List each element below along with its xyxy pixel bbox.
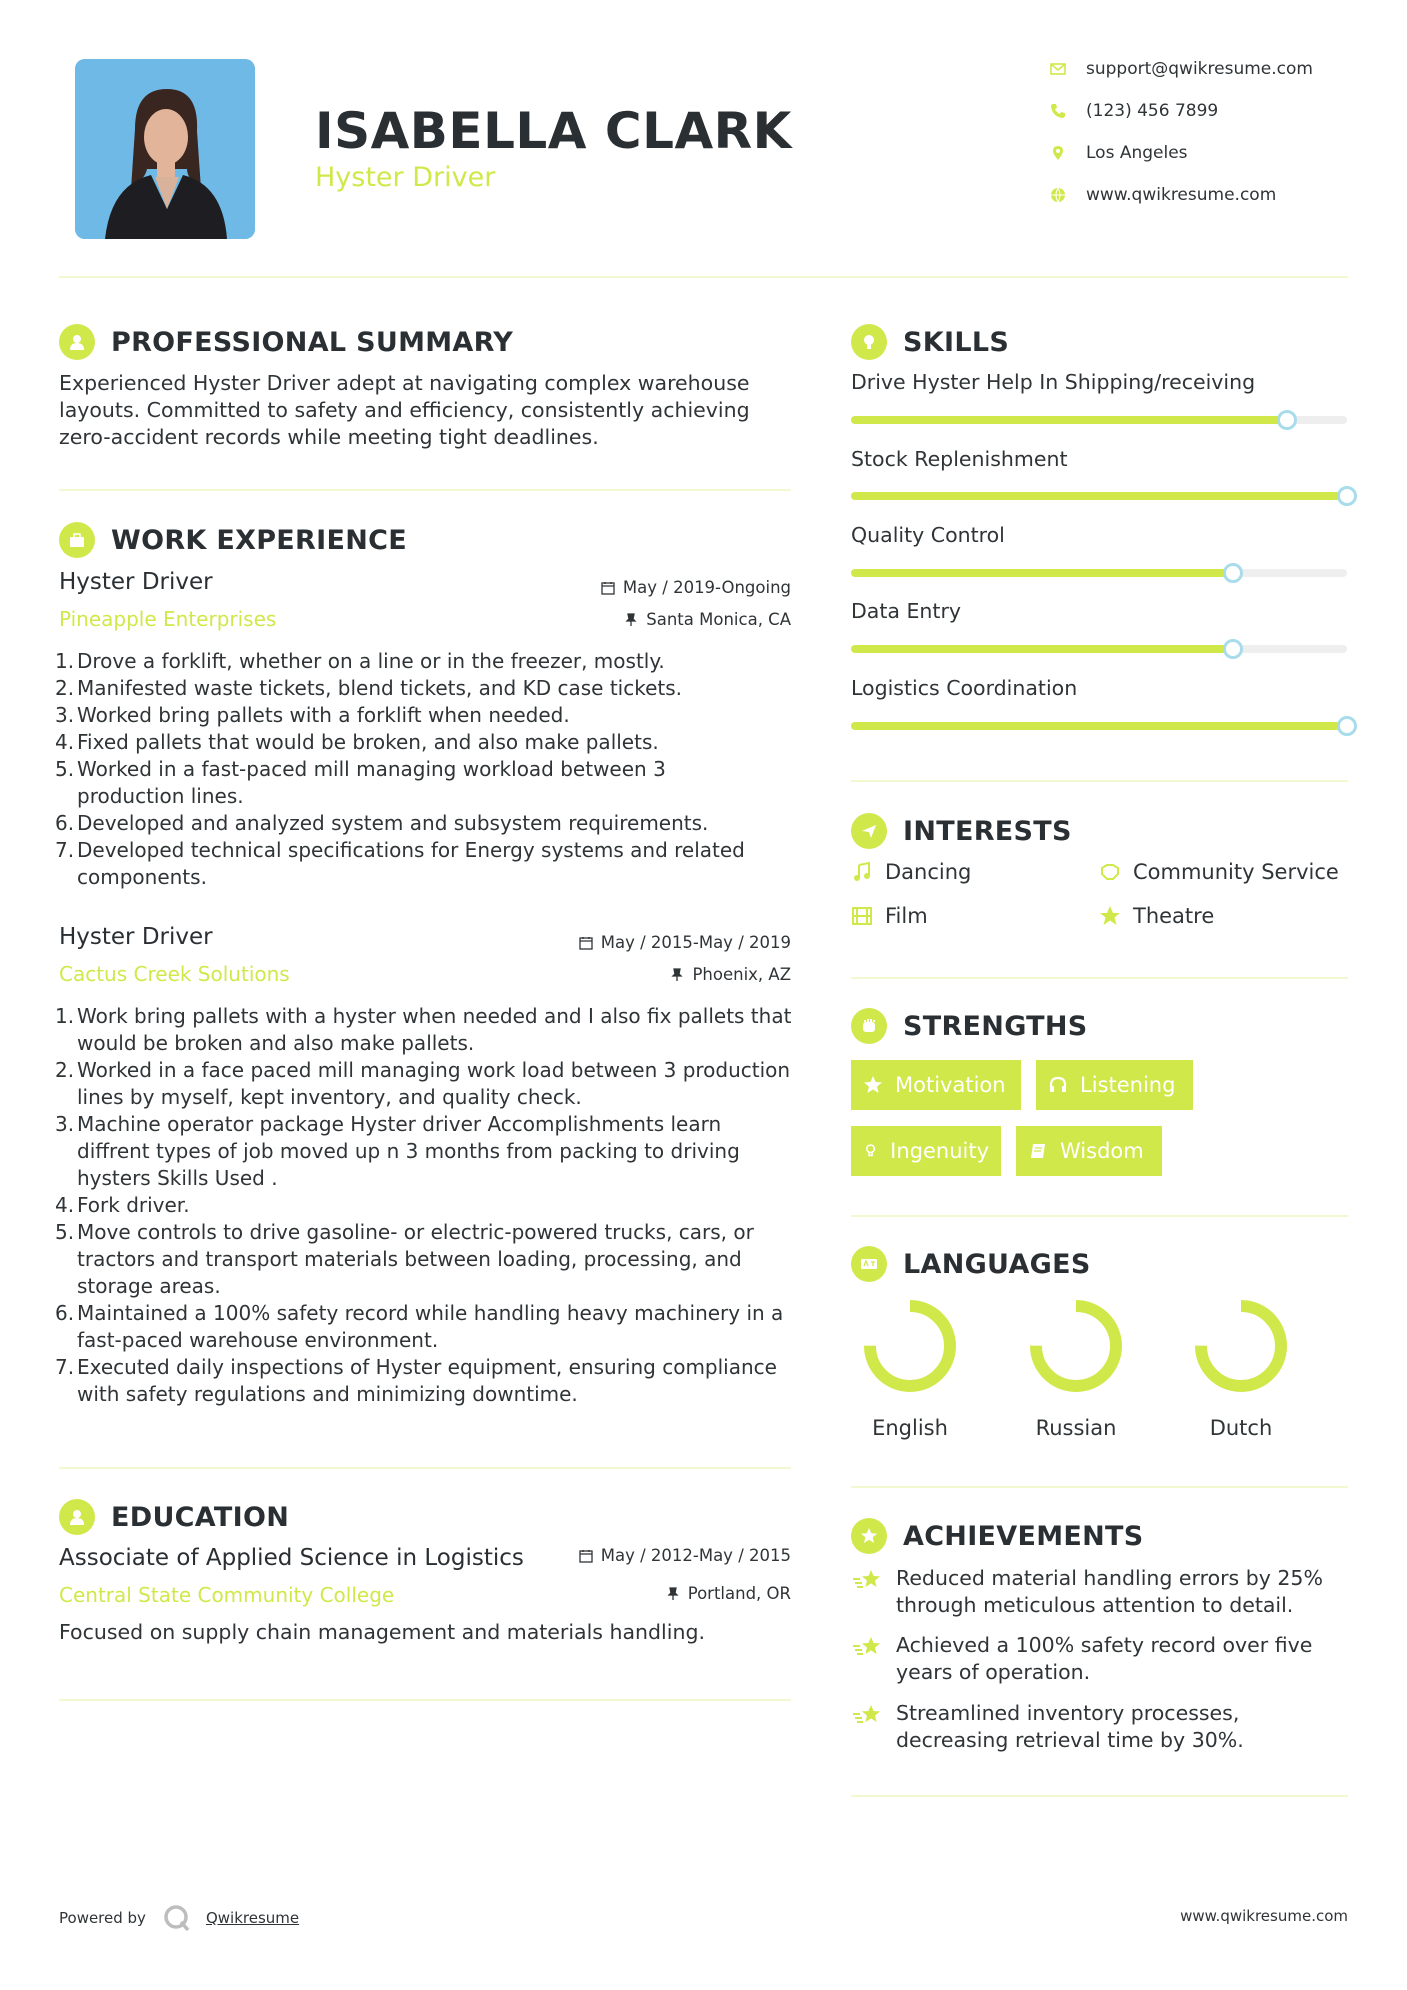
achievements-title: ACHIEVEMENTS — [903, 1520, 1144, 1552]
strength-tag — [1036, 1060, 1193, 1110]
website-text: www.qwikresume.com — [1086, 185, 1277, 205]
interest-dancing — [851, 860, 971, 884]
skill-bar-knob — [1277, 410, 1297, 430]
education-dates-text: May / 2012-May / 2015 — [600, 1546, 791, 1565]
location-text: Los Angeles — [1086, 143, 1188, 163]
skills-divider — [851, 780, 1348, 782]
strength-tag — [851, 1126, 1001, 1176]
contact-phone[interactable] — [1050, 101, 1218, 121]
summary-heading — [59, 324, 513, 360]
list-item: Machine operator package Hyster driver Accomplishments learn diffrent types of job moved up n 3 months from packing to driving hysters Skills Used . — [77, 1112, 740, 1190]
education-location-text: Portland, OR — [687, 1584, 791, 1603]
skill-name: Drive Hyster Help In Shipping/receiving — [851, 370, 1256, 394]
job-bullets — [59, 1003, 799, 1408]
skill-bar-knob — [1337, 716, 1357, 736]
contact-email[interactable] — [1050, 59, 1313, 79]
list-item: Fork driver. — [77, 1193, 190, 1217]
graduation-icon — [59, 1499, 95, 1535]
person-silhouette-icon — [75, 59, 255, 239]
education-title: EDUCATION — [111, 1501, 290, 1533]
header-divider — [59, 276, 1348, 278]
interest-label: Theatre — [1133, 904, 1215, 928]
email-text: support@qwikresume.com — [1086, 59, 1313, 79]
language-item — [1011, 1296, 1141, 1440]
interests-title: INTERESTS — [903, 815, 1072, 847]
list-item: Move controls to drive gasoline- or electric-powered trucks, cars, or tractors and transport materials between loading, processing, and storage areas. — [77, 1220, 754, 1298]
job-role: Hyster Driver — [59, 569, 213, 595]
achievement-text: Reduced material handling errors by 25% through meticulous attention to detail. — [896, 1566, 1323, 1617]
skills-heading — [851, 324, 1009, 360]
interests-divider — [851, 977, 1348, 979]
phone-icon — [1050, 103, 1066, 119]
job-location-text: Santa Monica, CA — [646, 610, 791, 629]
interest-theatre — [1099, 904, 1214, 928]
language-icon — [851, 1246, 887, 1282]
achievement-text: Streamlined inventory processes, decreasing retrieval time by 30%. — [896, 1701, 1244, 1752]
phone-text: (123) 456 7899 — [1086, 101, 1219, 121]
languages-title: LANGUAGES — [903, 1248, 1091, 1280]
strength-label: Motivation — [895, 1073, 1006, 1097]
skill-bar-fill — [851, 416, 1287, 424]
education-dates — [480, 1546, 791, 1565]
job-role: Hyster Driver — [59, 924, 213, 950]
briefcase-icon — [59, 522, 95, 558]
strength-label: Listening — [1080, 1073, 1176, 1097]
location-pin-icon — [1050, 145, 1066, 161]
language-ring — [860, 1296, 960, 1396]
summary-divider — [59, 489, 791, 491]
education-school: Central State Community College — [59, 1583, 395, 1607]
language-name: English — [872, 1416, 948, 1440]
language-name: Dutch — [1209, 1416, 1273, 1440]
skill-name: Quality Control — [851, 523, 1005, 547]
list-item: Worked bring pallets with a forklift when needed. — [77, 703, 570, 727]
interest-label: Dancing — [885, 860, 972, 884]
strength-tag — [1016, 1126, 1162, 1176]
list-item: Worked in a fast-paced mill managing workload between 3 production lines. — [77, 757, 666, 808]
fist-icon — [851, 1008, 887, 1044]
achievement-item — [851, 1565, 1351, 1619]
job-location-text: Phoenix, AZ — [692, 965, 791, 984]
contact-location — [1050, 143, 1188, 163]
globe-icon — [1050, 187, 1066, 203]
candidate-name: ISABELLA CLARK — [315, 102, 792, 160]
book-icon — [1028, 1141, 1048, 1161]
summary-line: layouts. Committed to safety and efficiency, consistently achieving — [59, 398, 750, 422]
skills-title: SKILLS — [903, 326, 1010, 358]
list-item: Drove a forklift, whether on a line or in the freezer, mostly. — [77, 649, 665, 673]
interest-label: Community Service — [1133, 860, 1339, 884]
job-location — [480, 965, 791, 984]
user-icon — [59, 324, 95, 360]
list-item: Developed and analyzed system and subsystem requirements. — [77, 811, 709, 835]
calendar-icon — [579, 1549, 593, 1563]
language-item — [845, 1296, 975, 1440]
education-degree: Associate of Applied Science in Logistics — [59, 1545, 524, 1571]
education-heading — [59, 1499, 289, 1535]
skill-bar — [851, 492, 1347, 500]
lightbulb-icon — [851, 324, 887, 360]
list-item: Fixed pallets that would be broken, and also make pallets. — [77, 730, 659, 754]
pin-icon — [666, 1587, 680, 1601]
interests-heading — [851, 813, 1072, 849]
language-ring — [1191, 1296, 1291, 1396]
list-item: Manifested waste tickets, blend tickets, and KD case tickets. — [77, 676, 682, 700]
calendar-icon — [601, 581, 615, 595]
language-item — [1176, 1296, 1306, 1440]
job-dates — [480, 578, 791, 597]
education-description: Focused on supply chain management and materials handling. — [59, 1620, 705, 1644]
star-icon — [863, 1075, 883, 1095]
summary-line: zero-accident records while meeting tight deadlines. — [59, 425, 599, 449]
education-divider — [59, 1699, 791, 1701]
languages-heading — [851, 1246, 1091, 1282]
languages-divider — [851, 1486, 1348, 1488]
summary-title: PROFESSIONAL SUMMARY — [111, 326, 514, 358]
skill-name: Logistics Coordination — [851, 676, 1078, 700]
interest-label: Film — [885, 904, 928, 928]
experience-divider — [59, 1467, 791, 1469]
skill-bar-fill — [851, 645, 1233, 653]
education-location — [480, 1584, 791, 1603]
skill-bar-fill — [851, 569, 1233, 577]
summary-line: Experienced Hyster Driver adept at navigating complex warehouse — [59, 371, 750, 395]
job-bullets — [59, 648, 799, 891]
strength-label: Ingenuity — [890, 1139, 989, 1163]
list-item: Work bring pallets with a hyster when needed and I also fix pallets that would be broken and also make pallets. — [77, 1004, 792, 1055]
skill-bar-fill — [851, 722, 1347, 730]
powered-by-text: Powered by — [59, 1909, 146, 1927]
strength-label: Wisdom — [1060, 1139, 1144, 1163]
achievement-text: Achieved a 100% safety record over five years of operation. — [896, 1633, 1313, 1684]
profile-photo — [75, 59, 255, 239]
contact-website[interactable] — [1050, 185, 1276, 205]
shooting-star-icon — [851, 1634, 885, 1662]
job-dates — [480, 933, 791, 952]
award-star-icon — [851, 1518, 887, 1554]
paper-plane-icon — [851, 813, 887, 849]
skill-bar-fill — [851, 492, 1347, 500]
pin-icon — [624, 613, 638, 627]
strengths-divider — [851, 1215, 1348, 1217]
headphones-icon — [1048, 1075, 1068, 1095]
skill-name: Stock Replenishment — [851, 447, 1068, 471]
skill-name: Data Entry — [851, 599, 962, 623]
language-name: Russian — [1035, 1416, 1117, 1440]
qwikresume-logo-icon — [162, 1903, 192, 1933]
skill-bar — [851, 569, 1347, 577]
interest-film — [851, 904, 928, 928]
list-item: Worked in a face paced mill managing work load between 3 production lines by myself, kept inventory, and quality check. — [77, 1058, 791, 1109]
strengths-heading — [851, 1008, 1088, 1044]
achievement-item — [851, 1700, 1351, 1754]
shooting-star-icon — [851, 1567, 885, 1595]
strength-tag — [851, 1060, 1021, 1110]
calendar-icon — [579, 936, 593, 950]
skill-bar-knob — [1223, 563, 1243, 583]
list-item: Developed technical specifications for Energy systems and related components. — [77, 838, 745, 889]
community-icon — [1099, 861, 1121, 883]
job-company: Cactus Creek Solutions — [59, 962, 290, 986]
candidate-title: Hyster Driver — [315, 162, 496, 193]
job-dates-text: May / 2019-Ongoing — [622, 578, 791, 597]
achievement-item — [851, 1632, 1351, 1686]
star-icon — [1099, 905, 1121, 927]
mail-icon — [1050, 61, 1066, 77]
job-location — [480, 610, 791, 629]
list-item: Maintained a 100% safety record while handling heavy machinery in a fast-paced warehouse environment. — [77, 1301, 784, 1352]
language-ring — [1026, 1296, 1126, 1396]
skill-bar — [851, 416, 1347, 424]
interest-community — [1099, 860, 1339, 884]
strengths-title: STRENGTHS — [903, 1010, 1088, 1042]
experience-title: WORK EXPERIENCE — [111, 524, 407, 556]
shooting-star-icon — [851, 1702, 885, 1730]
achievements-heading — [851, 1518, 1144, 1554]
pin-icon — [670, 968, 684, 982]
summary-text — [59, 370, 799, 451]
footer-powered-by — [59, 1903, 299, 1933]
brand-link[interactable]: Qwikresume — [205, 1909, 300, 1927]
skill-bar — [851, 645, 1347, 653]
achievements-divider — [851, 1795, 1348, 1797]
film-icon — [851, 905, 873, 927]
job-company: Pineapple Enterprises — [59, 607, 277, 631]
music-note-icon — [851, 861, 873, 883]
skill-bar-knob — [1337, 486, 1357, 506]
job-dates-text: May / 2015-May / 2019 — [600, 933, 791, 952]
footer-website[interactable]: www.qwikresume.com — [1180, 1907, 1348, 1925]
skill-bar-knob — [1223, 639, 1243, 659]
lightbulb-icon — [863, 1141, 878, 1161]
experience-heading — [59, 522, 407, 558]
list-item: Executed daily inspections of Hyster equipment, ensuring compliance with safety regulations and minimizing downtime. — [77, 1355, 777, 1406]
skill-bar — [851, 722, 1347, 730]
